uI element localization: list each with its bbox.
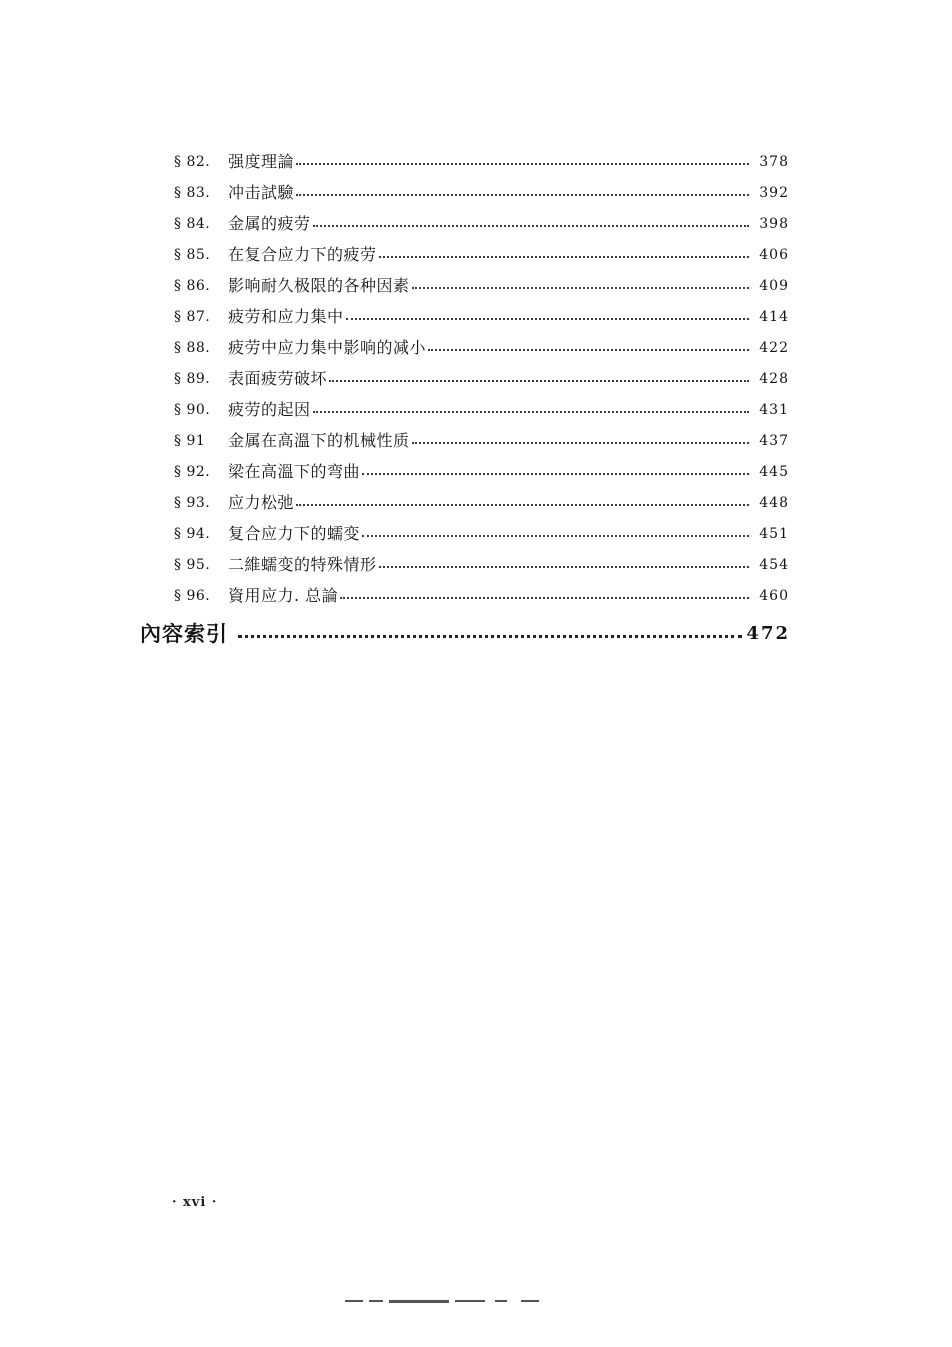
page-number: 392 xyxy=(759,185,789,201)
section-title: 在复合应力下的疲劳 xyxy=(228,245,377,264)
section-number: § 88. xyxy=(174,340,211,356)
page-number: 409 xyxy=(759,278,789,294)
page-number: 445 xyxy=(759,464,789,480)
dot-leader xyxy=(379,566,749,568)
section-title: 表面疲劳破坏 xyxy=(228,369,328,388)
section-title: 資用应力. 总論 xyxy=(228,586,339,605)
section-title: 强度理論 xyxy=(228,152,295,171)
section-title: 疲劳和应力集中 xyxy=(228,307,344,326)
dot-leader xyxy=(379,256,749,258)
toc-entry xyxy=(174,273,789,299)
section-title: 疲劳中应力集中影响的减小 xyxy=(228,338,427,357)
toc-entry xyxy=(174,149,789,175)
dot-leader xyxy=(346,318,749,320)
section-number: § 95. xyxy=(174,557,211,573)
section-number: § 86. xyxy=(174,278,211,294)
dot-leader xyxy=(412,442,749,444)
toc-entry xyxy=(174,521,789,547)
section-number: § 96. xyxy=(174,588,211,604)
toc-entry xyxy=(174,304,789,330)
toc-entry xyxy=(174,397,789,423)
toc-entry xyxy=(174,552,789,578)
dot-leader xyxy=(296,504,749,506)
toc-entry-index xyxy=(140,618,790,648)
section-title: 金属在高溫下的机械性质 xyxy=(228,431,410,450)
section-number: § 92. xyxy=(174,464,211,480)
dot-leader xyxy=(313,225,749,227)
toc-entry xyxy=(174,242,789,268)
dot-leader xyxy=(362,473,749,475)
page-number: 448 xyxy=(759,495,789,511)
section-number: § 90. xyxy=(174,402,211,418)
section-number: § 82. xyxy=(174,154,211,170)
toc-entry xyxy=(174,335,789,361)
section-number: § 85. xyxy=(174,247,211,263)
page-number: 414 xyxy=(759,309,789,325)
section-number: § 84. xyxy=(174,216,211,232)
page-number: 398 xyxy=(759,216,789,232)
section-title: 复合应力下的蠕变 xyxy=(228,524,361,543)
index-title: 內容索引 xyxy=(140,621,228,646)
section-title: 疲劳的起因 xyxy=(228,400,311,419)
section-number: § 89. xyxy=(174,371,211,387)
page-number: 437 xyxy=(759,433,789,449)
page-number: 454 xyxy=(759,557,789,573)
dot-leader xyxy=(340,597,749,599)
page-number: 460 xyxy=(759,588,789,604)
toc-entry xyxy=(174,211,789,237)
section-title: 金属的疲劳 xyxy=(228,214,311,233)
dot-leader xyxy=(412,287,749,289)
page-number: 422 xyxy=(759,340,789,356)
scan-artifact xyxy=(345,1298,545,1304)
page-number: 428 xyxy=(759,371,789,387)
toc-entry xyxy=(174,583,789,609)
section-number: § 87. xyxy=(174,309,211,325)
dot-leader xyxy=(296,194,749,196)
toc-entry xyxy=(174,490,789,516)
section-number: § 83. xyxy=(174,185,211,201)
section-number: § 93. xyxy=(174,495,211,511)
dot-leader xyxy=(313,411,749,413)
dot-leader xyxy=(329,380,749,382)
section-number: § 91 xyxy=(174,433,206,449)
section-title: 冲击試驗 xyxy=(228,183,295,202)
section-title: 影响耐久极限的各种因素 xyxy=(228,276,410,295)
page-number: 451 xyxy=(759,526,789,542)
index-page-number: 472 xyxy=(746,622,790,644)
toc-entry xyxy=(174,180,789,206)
page-folio: · xvi · xyxy=(172,1195,218,1210)
section-title: 二維蠕变的特殊情形 xyxy=(228,555,377,574)
page-number: 431 xyxy=(759,402,789,418)
dot-leader xyxy=(296,163,749,165)
section-number: § 94. xyxy=(174,526,211,542)
toc-entry xyxy=(174,366,789,392)
toc-entry xyxy=(174,428,789,454)
section-title: 梁在高溫下的弯曲 xyxy=(228,462,361,481)
page-number: 406 xyxy=(759,247,789,263)
dot-leader xyxy=(238,635,742,638)
toc-entry xyxy=(174,459,789,485)
dot-leader xyxy=(428,349,749,351)
dot-leader xyxy=(362,535,749,537)
section-title: 应力松弛 xyxy=(228,493,295,512)
page-number: 378 xyxy=(759,154,789,170)
